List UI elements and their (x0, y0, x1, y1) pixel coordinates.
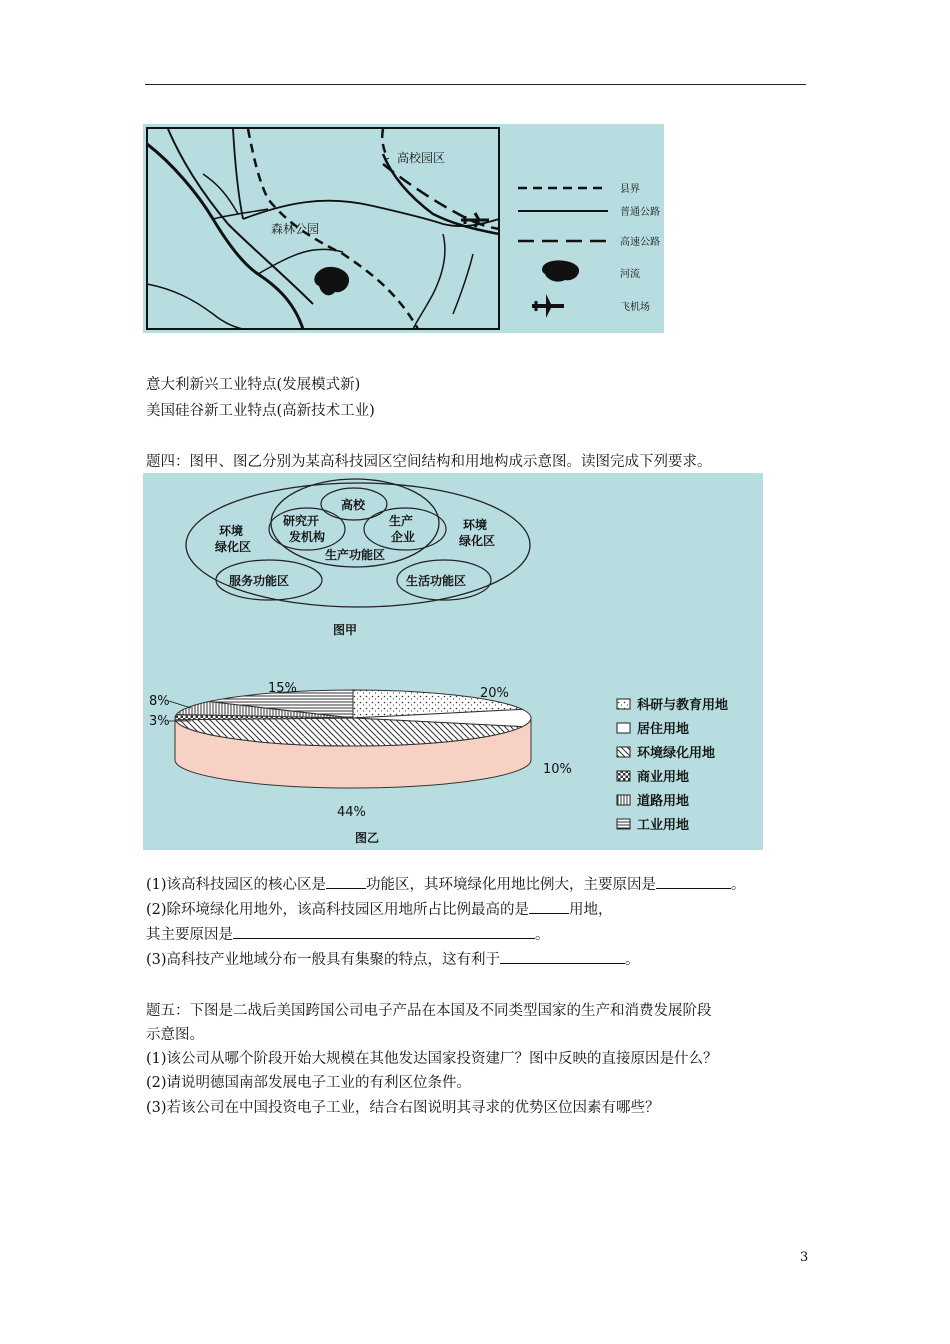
green-left-label-1: 环境 (219, 524, 244, 538)
river-main (147, 144, 303, 329)
enterprise-label-1: 生产 (389, 514, 414, 528)
fig-yi-caption: 图乙 (355, 831, 380, 845)
q4-1-text-a: (1)该高科技园区的核心区是 (146, 877, 327, 893)
q4-item-3 (146, 949, 640, 971)
slice-label: 3% (149, 714, 170, 729)
q4-1-text-b: 功能区，其环境绿化用地比例大，主要原因是 (366, 877, 657, 893)
slice-label: 20% (480, 686, 509, 701)
legend-label: 环境绿化用地 (637, 746, 716, 761)
slice-label: 8% (149, 694, 170, 709)
fig-jia-caption: 图甲 (333, 623, 358, 637)
legend-label: 道路用地 (637, 794, 690, 809)
q4-intro: 题四：图甲、图乙分别为某高科技园区空间结构和用地构成示意图。读图完成下列要求。 (146, 454, 712, 470)
pie-legend (617, 697, 728, 833)
q4-1-text-c: 。 (731, 877, 746, 893)
slice-label: 15% (268, 681, 297, 696)
green-right-label-2: 绿化区 (459, 534, 496, 548)
q5-item-2: (2)请说明德国南部发展电子工业的有利区位条件。 (146, 1075, 472, 1091)
legend-label: 县界 (620, 184, 640, 195)
research-label-2: 发机构 (289, 530, 326, 544)
q5-item-1: (1)该公司从哪个阶段开始大规模在其他发达国家投资建厂？图中反映的直接原因是什么？ (146, 1051, 718, 1067)
q5-item-3: (3)若该公司在中国投资电子工业，结合右图说明其寻求的优势区位因素有哪些？ (146, 1100, 660, 1116)
answer-blank[interactable] (233, 924, 535, 939)
legend-label: 工业用地 (637, 818, 690, 833)
silicon-line: 美国硅谷新工业特点(高新技术工业) (146, 403, 375, 419)
q4-2-text-a: (2)除环境绿化用地外，该高科技园区用地所占比例最高的是 (146, 902, 530, 918)
figure-jia (186, 479, 530, 637)
answer-blank[interactable] (326, 874, 366, 889)
q5-intro-2: 示意图。 (146, 1027, 204, 1043)
legend-label: 普通公路 (620, 207, 660, 218)
pie-chart (175, 690, 531, 788)
river-icon (542, 260, 579, 281)
park-figure (143, 473, 763, 850)
legend-swatch-icon (617, 819, 630, 829)
map-figure (143, 124, 664, 333)
university-label: 高校 (341, 498, 366, 512)
map-legend (518, 183, 660, 318)
answer-blank[interactable] (500, 949, 625, 964)
lake-icon (314, 267, 349, 295)
slice-label: 10% (543, 762, 572, 777)
italy-line: 意大利新兴工业特点(发展模式新) (146, 377, 361, 393)
page-number: 3 (800, 1250, 809, 1265)
legend-label: 商业用地 (637, 770, 690, 785)
legend-swatch-icon (617, 747, 630, 757)
service-zone-label: 服务功能区 (229, 574, 290, 588)
park-label: 森林公园 (271, 222, 320, 236)
q4-3-text-b: 。 (625, 952, 640, 968)
slice-label: 44% (337, 805, 366, 820)
answer-blank[interactable] (656, 874, 731, 889)
legend-swatch-icon (617, 699, 630, 709)
q4-item-2-cont (146, 924, 550, 946)
airplane-icon (532, 294, 564, 318)
living-zone-label: 生活功能区 (406, 574, 467, 588)
legend-label: 高速公路 (620, 237, 660, 248)
q4-2-text-c: 其主要原因是 (146, 927, 233, 943)
q4-3-text-a: (3)高科技产业地域分布一般具有集聚的特点，这有利于 (146, 952, 501, 968)
legend-swatch-icon (617, 723, 630, 733)
legend-label: 科研与教育用地 (637, 698, 729, 713)
header-rule (145, 84, 806, 85)
q4-2-text-d: 。 (535, 927, 550, 943)
legend-label: 飞机场 (620, 302, 650, 313)
q5-intro-1: 题五：下图是二战后美国跨国公司电子产品在本国及不同类型国家的生产和消费发展阶段 (146, 1003, 712, 1019)
green-left-label-2: 绿化区 (215, 540, 252, 554)
legend-swatch-icon (617, 795, 630, 805)
campus-label: 高校园区 (397, 151, 446, 165)
legend-swatch-icon (617, 771, 630, 781)
q4-item-2 (146, 899, 613, 921)
legend-label: 居住用地 (637, 722, 690, 737)
green-right-label-1: 环境 (463, 518, 488, 532)
q4-item-1 (146, 874, 746, 896)
map-svg (143, 124, 664, 333)
park-figure-svg (143, 473, 763, 850)
production-zone-label: 生产功能区 (325, 548, 386, 562)
answer-blank[interactable] (529, 899, 569, 914)
q4-2-text-b: 用地， (569, 902, 613, 918)
legend-label: 河流 (620, 269, 640, 280)
enterprise-label-2: 企业 (391, 530, 416, 544)
research-label-1: 研究开 (283, 514, 320, 528)
